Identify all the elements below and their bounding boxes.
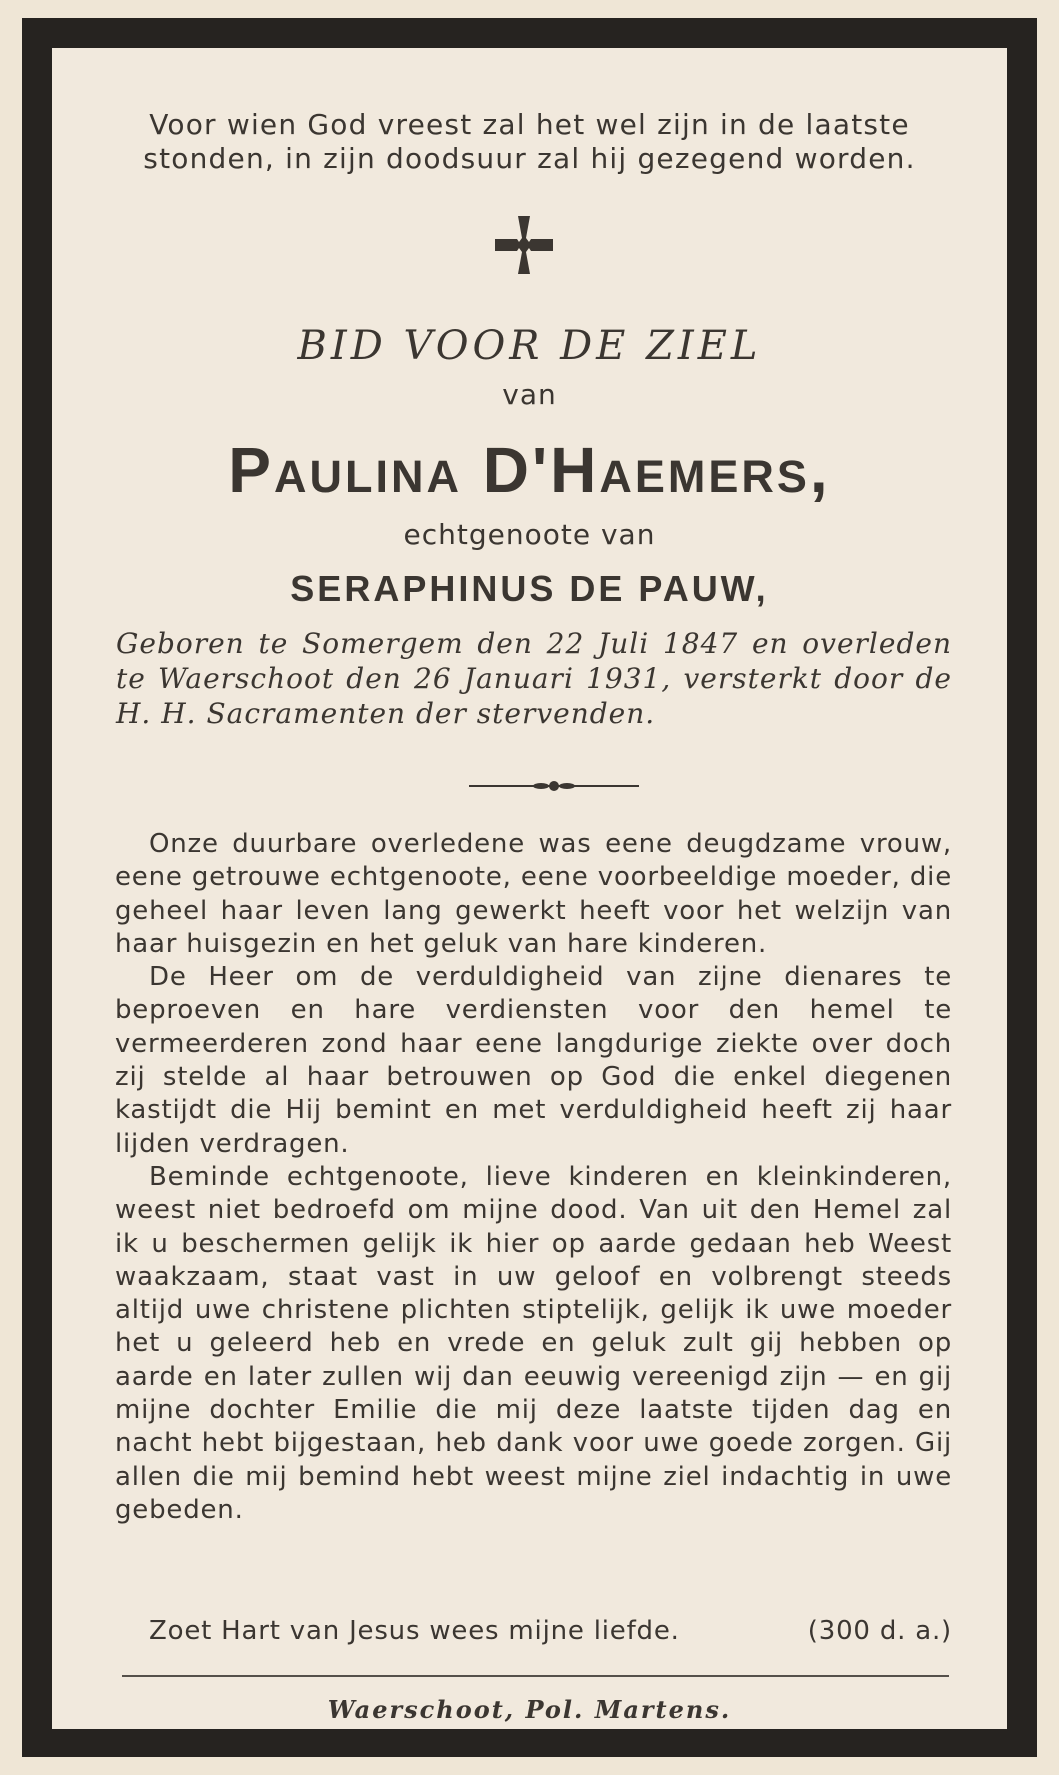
mourning-border (22, 18, 1037, 1757)
scripture-verse: Voor wien God vreest zal het wel zijn in de laatste stonden, in zijn doodsuur zal hij gezegend worden. (143, 108, 916, 175)
eulogy-paragraph: Beminde echtgenoote, lieve kinderen en kleinkinderen, weest niet bedroefd om mijne dood. Van uit den Hemel zal ik u beschermen gelijk ik hier op aarde gedaan heb Weest waakzaam, staat vast in uw geloof en volbrengt steeds altijd uwe christene plichten stiptelijk, gelijk ik uwe moeder het u geleerd heb en vrede en geluk zult gij hebben op aarde en later zullen wij dan eeuwig vereenigd zijn — en gij mijne dochter Emilie die mij deze laatste tijden dag en nacht hebt bijgestaan, heb dank voor uwe goede zorgen. Gij allen die mij bemind hebt weest mijne ziel indachtig in uwe gebeden. (115, 1161, 952, 1525)
footer-rule (122, 1675, 949, 1677)
van-label: van (502, 378, 557, 411)
card-paper (52, 48, 1007, 1729)
closing-line (115, 1616, 952, 1646)
eulogy-text (115, 828, 952, 1527)
deceased-name: Paulina D'Haemers, (228, 434, 831, 506)
divider-ornament-icon (469, 776, 639, 796)
birth-death-dates: Geboren te Somergem den 22 Juli 1847 en overleden te Waerschoot den 26 Januari 1931, versterkt door de H. H. Sacramenten der stervenden. (116, 627, 952, 730)
eulogy-paragraph: Onze duurbare overledene was eene deugdzame vrouw, eene getrouwe echtgenoote, eene voorbeeldige moeder, die geheel haar leven lang gewerkt heeft voor het welzijn van haar huisgezin en het geluk van hare kinderen. (115, 829, 952, 959)
spouse-label: echtgenoote van (403, 518, 656, 551)
cross-pattee-icon (489, 210, 559, 280)
closing-prayer: Zoet Hart van Jesus wees mijne liefde. (149, 1616, 680, 1646)
eulogy-paragraph: De Heer om de verduldigheid van zijne dienares te beproeven en hare verdiensten voor den hemel te vermeerderen zond haar eene langdurige ziekte over doch zij stelde al haar betrouwen op God die enkel diegenen kastijdt die Hij bemint en met verduldigheid heeft zij haar lijden verdragen. (115, 962, 952, 1159)
printer-imprint: Waerschoot, Pol. Martens. (327, 1695, 732, 1724)
spouse-name: SERAPHINUS DE PAUW, (290, 568, 769, 609)
indulgence-note: (300 d. a.) (807, 1616, 952, 1646)
invocation-heading: BID VOOR DE ZIEL (297, 323, 762, 369)
